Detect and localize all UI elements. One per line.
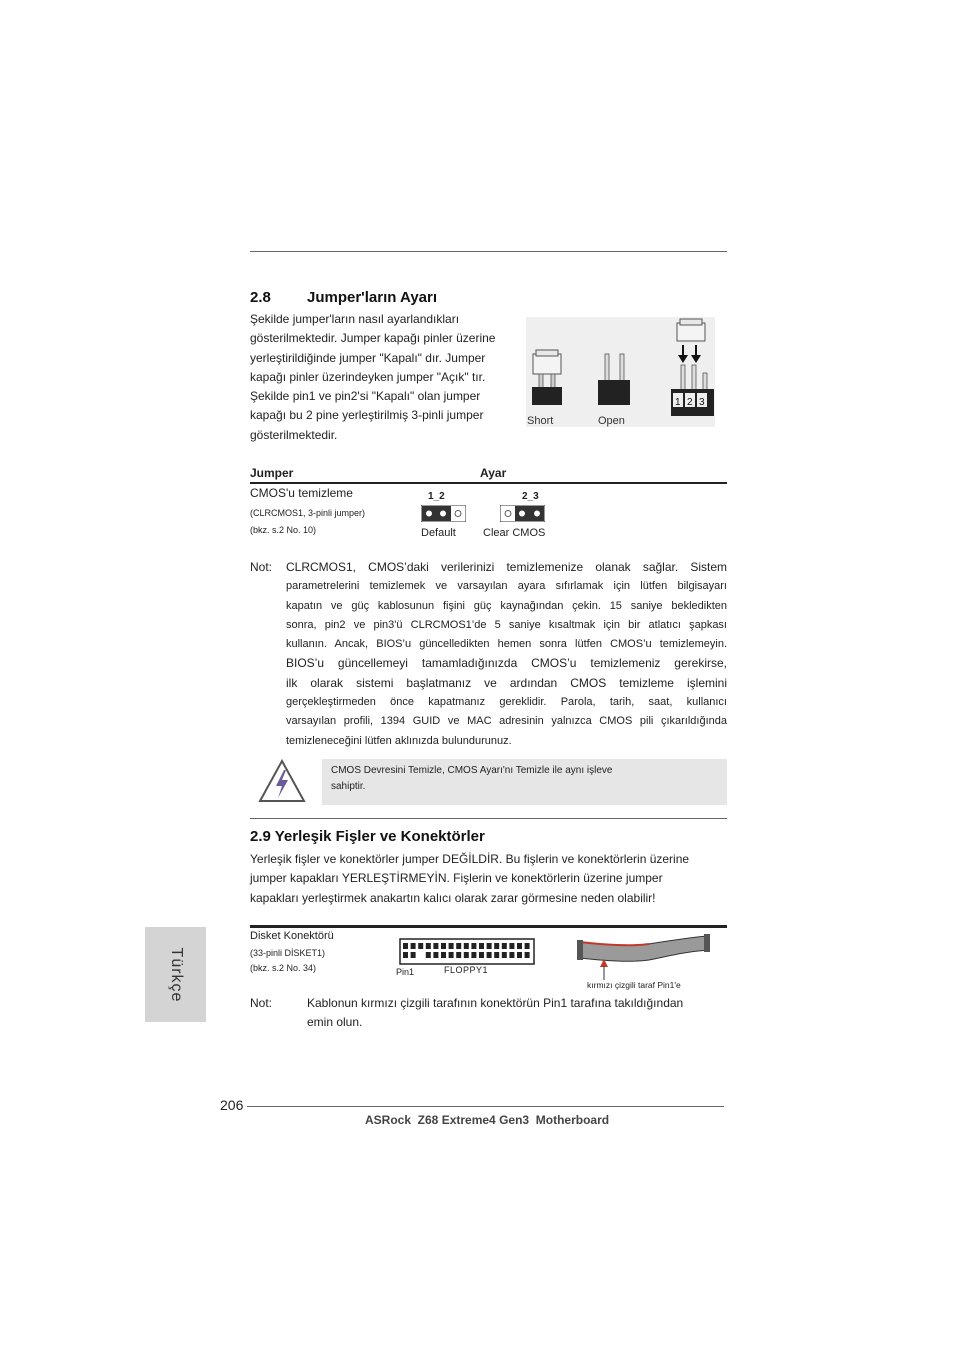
note2-body [307,994,727,1033]
note-line: varsayılan profili, 1394 GUID ve MAC adresinin yalnızca CMOS pili çıkarıldığında [286,715,727,728]
section-title: Jumper'ların Ayarı [307,289,438,306]
note-line: Kablonun kırmızı çizgili tarafının konektörün Pin1 tarafına takıldığından [307,996,684,1010]
floppy-pin [471,952,476,958]
arrow-up-icon [599,957,609,981]
table-row-sub1: (CLRCMOS1, 3-pinli jumper) [250,508,366,518]
floppy-pin [464,952,469,958]
table-row-sub2: (bkz. s.2 No. 10) [250,525,317,535]
floppy-pin [441,943,446,949]
intro-line: gösterilmektedir. [250,427,338,442]
intro-line: Yerleşik fişler ve konektörler jumper DEĞİLDİR. Bu fişlerin ve konektörlerin üzerine [250,852,690,866]
caution-line: CMOS Devresini Temizle, CMOS Ayarı'nı Temizle ile aynı işleve [331,765,613,776]
note-line: CLRCMOS1, CMOS’daki verilerinizi temizlemenize olanak sağlar. Sistem [286,560,727,574]
caution-box [322,759,727,805]
floppy-pin [403,943,408,949]
floppy-pin [494,943,499,949]
setting-clear-pins [500,505,545,522]
floppy-pin [487,952,492,958]
floppy-pin [471,943,476,949]
setting-default-top-label: 1_2 [428,491,445,502]
intro-line: Şekilde jumper'ların nasıl ayarlandıkları [250,312,460,326]
intro-line: kapağı pinler üzerindeyken jumper "Açık" tır. [250,369,486,384]
floppy-pin [509,943,514,949]
floppy-pin [487,943,492,949]
section-heading-2-9: 2.9 Yerleşik Fişler ve Konektörler [250,828,485,845]
floppy-pin [411,943,416,949]
setting-clear-label: Clear CMOS [483,527,546,539]
floppy-pin [426,952,431,958]
note-label: Not: [250,560,273,574]
ribbon-cable-illustration [574,932,712,972]
pin3-label: 3 [699,397,705,408]
note-body [286,558,727,751]
connector-sub1: (33-pinli DİSKET1) [250,948,326,958]
setting-clear-top-label: 2_3 [522,491,539,502]
connector-name: Disket Konektörü [250,930,334,942]
section-2-9-rule [250,818,727,819]
intro-line: gösterilmektedir. Jumper kapağı pinler üzerine [250,331,496,346]
footer-rule [247,1106,724,1107]
floppy-pin [479,943,484,949]
section-2-9-intro [250,850,730,908]
note-line: emin olun. [307,1015,363,1030]
intro-line: Şekilde pin1 ve pin2'si "Kapalı" olan jumper [250,389,481,404]
floppy-pin [411,952,416,958]
note-line: kapatın ve güç kablosunun fişini güç kaynağından çekin. 15 saniye bekledikten [286,599,727,612]
note-line: kullanın. Ancak, BIOS’u güncelledikten hemen sonra lütfen CMOS’u temizlemeyin. [286,638,727,651]
intro-line: kapağı bu 2 pine yerleştirilmiş 3-pinli jumper [250,408,484,423]
connector-sub2: (bkz. s.2 No. 34) [250,963,317,973]
pin1-label: 1 [675,397,681,408]
table-header-rule [250,482,727,484]
pin2-label: 2 [687,397,693,408]
note-line: gerçekleştirmeden önce kapatmanız gereklidir. Parola, tarih, saat, kullanıcı [286,696,727,709]
note-line: sonra, pin2 ve pin3'ü CLRCMOS1’de 5 saniye kısaltmak için bir atlatıcı şapkası [286,618,727,631]
floppy-pin [456,943,461,949]
floppy-pin [502,952,507,958]
floppy-pin [479,952,484,958]
floppy-pin [509,952,514,958]
floppy-pin [464,943,469,949]
floppy-pin [517,952,522,958]
floppy-pin [494,952,499,958]
warning-icon [258,758,306,804]
setting-default-pins [421,505,466,522]
floppy-pin [502,943,507,949]
section-number: 2.8 [250,289,271,306]
note2-label: Not: [250,996,273,1010]
intro-line: yerleştirildiğinde jumper "Kapalı" dır. Jumper [250,350,486,365]
table-header-setting: Ayar [480,466,507,480]
note-line: parametrelerini temizlemek ve varsayılan ayara sıfırlamak için lütfen bilgisayarı [286,580,727,593]
floppy-pin [525,943,530,949]
language-tab [145,927,206,1022]
floppy-pin [441,952,446,958]
jumper-figure [526,317,715,427]
note-line: BIOS’u güncellemeyi tamamladığınızda CMOS’u temizlemeniz gerekirse, [286,656,727,671]
floppy-pin [449,952,454,958]
cable-caption: kırmızı çizgili taraf Pin1'e [587,980,681,990]
note-line: ilk olarak sistemi başlatmanız ve ardından CMOS temizleme işlemini [286,675,727,690]
floppy-label: FLOPPY1 [444,965,489,975]
note-line: temizleneceğini lütfen aklınızda bulundurunuz. [286,734,512,747]
table-row-name: CMOS'u temizleme [250,486,353,500]
caution-line: sahiptir. [331,781,366,792]
intro-line: jumper kapakları YERLEŞTİRMEYİN. Fişlerin ve konektörlerin üzerine jumper [250,871,663,886]
floppy-pin [433,943,438,949]
intro-line: kapakları yerleştirmek anakartın kalıcı olarak zarar görmesine neden olabilir! [250,890,656,905]
floppy-pin [426,943,431,949]
page-number: 206 [220,1097,244,1113]
jumper-intro [250,310,520,445]
floppy-pin [433,952,438,958]
floppy-pin [456,952,461,958]
pin1-label: Pin1 [396,967,415,977]
open-label: Open [598,415,625,427]
table-header-jumper: Jumper [250,466,294,480]
top-rule [250,251,727,252]
floppy-pin [525,952,530,958]
floppy-pin [449,943,454,949]
floppy-pin [418,943,423,949]
language-tab-label: Türkçe [167,947,185,1002]
section-heading-2-8 [250,289,438,306]
floppy-pin [517,943,522,949]
setting-default-label: Default [421,527,456,539]
floppy-connector-illustration [399,938,535,966]
floppy-pin [403,952,408,958]
footer-product: ASRock Z68 Extreme4 Gen3 Motherboard [365,1113,610,1127]
short-label: Short [527,415,554,427]
connector-table-rule [250,925,727,928]
